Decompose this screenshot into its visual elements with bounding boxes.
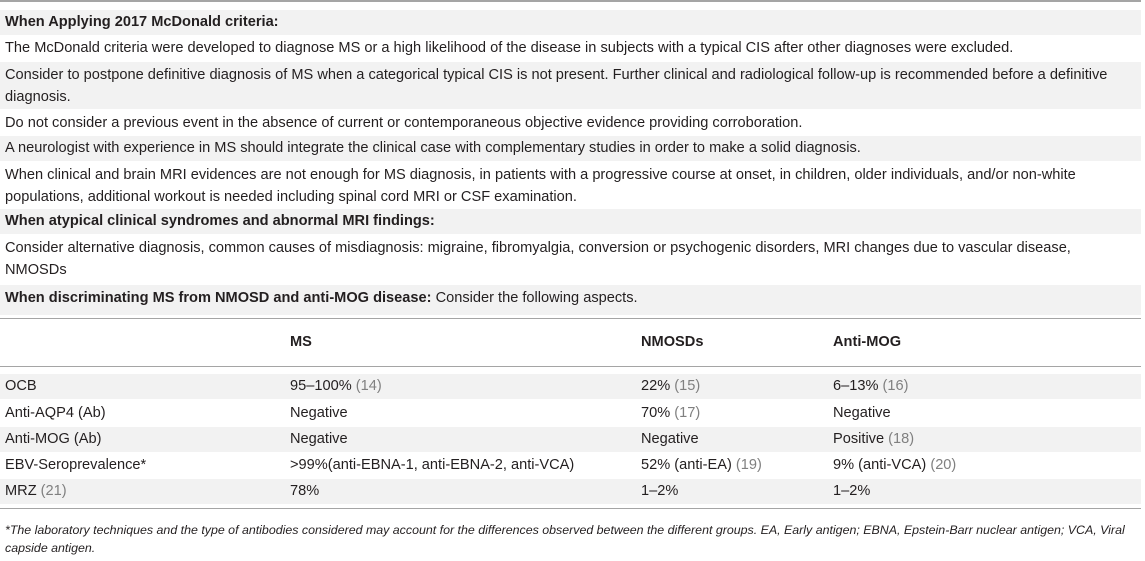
row-label: EBV-Seroprevalence*	[5, 457, 147, 473]
discriminating-heading: When discriminating MS from NMOSD and anti-MOG disease:	[5, 290, 432, 306]
row-label: Anti-MOG (Ab)	[5, 431, 102, 447]
nmosd-cell: 1–2%	[641, 483, 679, 499]
ms-cell: 95–100% (14)	[290, 378, 382, 394]
ms-cell: >99%(anti-EBNA-1, anti-EBNA-2, anti-VCA)	[290, 457, 575, 473]
table-header-top-rule	[0, 318, 1141, 319]
table-header-bottom-rule	[0, 366, 1141, 367]
nmosd-cell: 52% (anti-EA) (19)	[641, 457, 762, 473]
top-rule	[0, 0, 1141, 2]
criteria-item: When clinical and brain MRI evidences are not enough for MS diagnosis, in patients with a progressive course at onset, in children, older individuals, and/or non-white populations, additional workout is needed including spinal cord MRI or CSF examination.	[5, 167, 1076, 205]
nmosd-cell: 70% (17)	[641, 405, 701, 421]
table-row	[0, 479, 1141, 504]
section-heading-atypical: When atypical clinical syndromes and abnormal MRI findings:	[5, 213, 435, 229]
atypical-item: Consider alternative diagnosis, common causes of misdiagnosis: migraine, fibromyalgia, conversion or psychogenic disorders, MRI changes due to vascular disease, NMOSDs	[5, 240, 1071, 278]
anti-mog-cell: 9% (anti-VCA) (20)	[833, 457, 957, 473]
table-footnote: *The laboratory techniques and the type of antibodies considered may account for the differences observed between the different groups. EA, Early antigen; EBNA, Epstein-Barr nuclear antigen; VCA, Viral capside antigen.	[5, 523, 1125, 555]
anti-mog-cell: 6–13% (16)	[833, 378, 909, 394]
row-label: MRZ (21)	[5, 483, 67, 499]
nmosd-cell: 22% (15)	[641, 378, 701, 394]
table-row	[0, 427, 1141, 452]
discriminating-text: Consider the following aspects.	[431, 290, 638, 306]
ms-cell: Negative	[290, 405, 348, 421]
row-label: Anti-AQP4 (Ab)	[5, 405, 106, 421]
anti-mog-cell: Negative	[833, 405, 891, 421]
anti-mog-cell: 1–2%	[833, 483, 871, 499]
column-header-anti-mog: Anti-MOG	[833, 334, 902, 350]
row-label: OCB	[5, 378, 37, 394]
criteria-item: Do not consider a previous event in the absence of current or contemporaneous objective evidence providing corroboration.	[5, 115, 803, 131]
criteria-item: The McDonald criteria were developed to diagnose MS or a high likelihood of the disease in subjects with a typical CIS after other diagnoses were excluded.	[5, 40, 1014, 56]
section-heading-discriminating	[5, 288, 1125, 310]
table-row	[0, 374, 1141, 399]
criteria-item: A neurologist with experience in MS should integrate the clinical case with complementary studies in order to make a solid diagnosis.	[5, 140, 861, 156]
criteria-item: Consider to postpone definitive diagnosis of MS when a categorical typical CIS is not present. Further clinical and radiological follow-up is recommended before a definitive diagnosis.	[5, 67, 1108, 105]
ms-cell: 78%	[290, 483, 320, 499]
section-heading-mcdonald: When Applying 2017 McDonald criteria:	[5, 14, 279, 30]
ms-cell: Negative	[290, 431, 348, 447]
column-header-ms: MS	[290, 334, 312, 350]
nmosd-cell: Negative	[641, 431, 699, 447]
column-header-nmosds: NMOSDs	[641, 334, 704, 350]
table-bottom-rule	[0, 508, 1141, 509]
anti-mog-cell: Positive (18)	[833, 431, 915, 447]
